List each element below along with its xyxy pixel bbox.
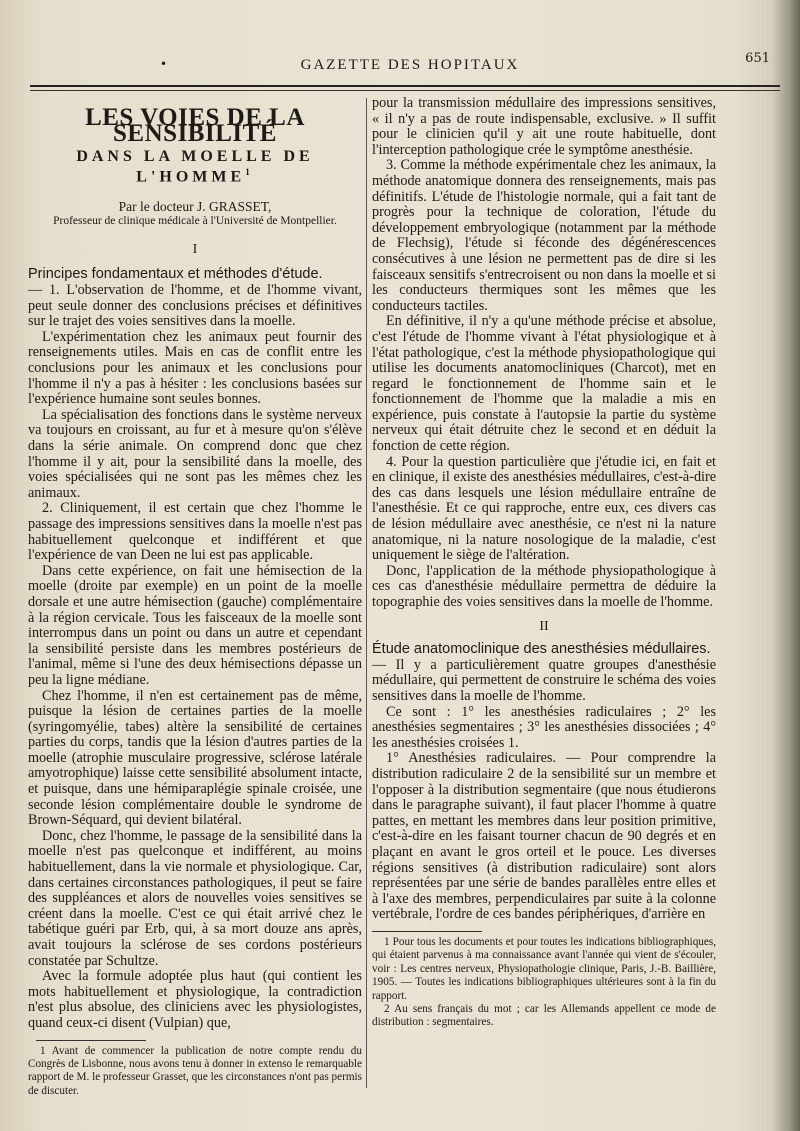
paragraph: Ce sont : 1° les anesthésies radiculaires ; 2° les anesthésies segmentaires ; 3° les anesthésies dissociées ; 4° les anesthésies croisées 1.	[372, 703, 716, 751]
paragraph: pour la transmission médullaire des impressions sensitives, « il n'y a pas de route indispensable, exclusive. » Il suffit pour le clinicien qu'il y ait une route habituelle, dont l'interception pathologique crée le symptôme anesthésie.	[372, 95, 716, 158]
left-column	[28, 96, 362, 1098]
author-affiliation: Professeur de clinique médicale à l'Université de Montpellier.	[53, 215, 337, 228]
paragraph: Donc, l'application de la méthode physiopathologique à ces cas d'anesthésie médullaire permettra de déduire la topographie des voies sensitives dans la moelle de l'homme.	[372, 562, 716, 610]
footnote-block	[372, 936, 716, 1030]
header-rule-thin	[30, 90, 780, 91]
paragraph: Donc, chez l'homme, le passage de la sensibilité dans la moelle n'est pas quelconque et indifférent, au moins habituellement, dans la vie normale et physiologique. Car, dans certaines circonstances pathologiques, il peut se faire des suppléances et alors de nouvelles voies sensitives se créent dans la moelle. C'est ce qui était arrivé chez le tabétique guéri par Erb, qui, à sa mort douze ans après, avait toujours la sclérose de ses cordons postérieurs constatée par Schultze.	[28, 827, 362, 969]
paragraph: L'expérimentation chez les animaux peut fournir des renseignements utiles. Mais en cas de conflit entre les conclusions pour les animaux et les conclusions pour l'homme il n'y a pas à hésiter : les conclusions basées sur l'expérience humaine sont seules bonnes.	[28, 328, 362, 408]
footnote: 1 Avant de commencer la publication de notre compte rendu du Congrès de Lisbonne, nous avons tenu à donner in extenso le remarquable rapport de M. le professeur Grasset, que les circonstances n'ont pas permis de discuter.	[28, 1044, 362, 1097]
subtitle-footnote-marker: 1	[245, 166, 254, 177]
paragraph: — Il y a particulièrement quatre groupes d'anesthésie médullaire, qui permettent de construire le schéma des voies sensitives dans la moelle de l'homme.	[372, 656, 716, 704]
header-bullet: •	[160, 57, 168, 71]
footnote: 1 Pour tous les documents et pour toutes les indications bibliographiques, qui étaient parvenus à ma connaissance avant l'année qui vient de s'écouler, voir : Les centres nerveux, Physiopathologie clinique, Paris, J.-B. Baillière, 1905. — Toutes les indications bibliographiques ultérieures sont à la fin du rapport.	[372, 935, 716, 1002]
footnote-block	[28, 1045, 362, 1099]
paragraph: En définitive, il n'y a qu'une méthode précise et absolue, c'est l'étude de l'homme vivant à l'état physiologique et à l'état pathologique, c'est la méthode physiopathologique qui utilise les documents anatomocliniques (Charcot), met en regard le fonctionnement de l'homme sain et le fonctionnement de l'homme que la maladie a mis en expérience, puis constate à l'autopsie la partie du système nerveux qui était détruite chez le second et en déduit la fonction de cette région.	[372, 313, 716, 455]
paragraph: Avec la formule adoptée plus haut (qui contient les mots habituellement et physiologique, la contradiction n'est plus absolue, des cliniciens avec les physiologistes, quand ceux-ci disent (Vulpian) que,	[28, 968, 362, 1031]
paragraph: 1° Anesthésies radiculaires. — Pour comprendre la distribution radiculaire 2 de la sensibilité sur un membre et l'opposer à la distribution segmentaire (que nous étudierons dans le paragraphe suivant), il faut placer l'homme à quatre pattes, en mettant les membres dans leur position primitive, c'est-à-dire en les faisant tourner chacun de 90 degrés et en plaçant en avant le gros orteil et le pouce. Les diverses régions sensitives (à distribution radiculaire) sont alors représentées par une série de bandes parallèles entre elles et à l'axe des membres, perpendiculaires par suite à la colonne vertébrale, l'ordre de ces bandes périphériques, d'arrière en	[372, 750, 716, 923]
article-subtitle: DANS LA MOELLE DE L'HOMME$^1$	[76, 148, 314, 186]
column-divider	[366, 98, 367, 1088]
paragraph: 2. Cliniquement, il est certain que chez l'homme le passage des impressions sensitives dans la moelle n'est pas habituellement quelconque et indifférent et que l'expérience de van Deen ne lui est pas applicable.	[28, 500, 362, 564]
footnote: 2 Au sens français du mot ; car les Allemands appellent ce mode de distribution : segmentaires.	[372, 1002, 716, 1029]
right-column	[372, 96, 716, 1030]
paragraph: 4. Pour la question particulière que j'étudie ici, en fait et en clinique, il existe des anesthésies médullaires, c'est-à-dire des cas dans lesquels une lésion médullaire entraîne de l'anesthésie. Et ce qui rapproche, entre eux, ces divers cas de lésion médullaire avec anesthésie, ce n'est ni la nature anatomique, ni la nature nosologique de la maladie, c'est uniquement le siège de l'altération.	[372, 453, 716, 564]
section-heading-1: Principes fondamentaux et méthodes d'étude.	[28, 266, 323, 283]
paragraph: Chez l'homme, il n'en est certainement pas de même, puisque la lésion de certaines parties de la moelle (syringomyélie, tabes) altère la sensibilité de certaines parties du corps, tandis que la lésion d'autres parties de la moelle (atrophie musculaire progressive, sclérose latérale amyotrophique) laisse cette sensibilité absolument intacte, et puisque, dans une hémiparaplégie spinale croisée, une seconde lésion complémentaire double le syndrome de Brown-Séquard, qui devient bilatéral.	[28, 687, 362, 829]
section-numeral-1: I	[192, 241, 198, 257]
page-header	[40, 51, 780, 79]
section-numeral-2: II	[539, 618, 549, 634]
paragraph: Dans cette expérience, on fait une hémisection de la moelle (droite par exemple) en un point de la moelle dorsale et une autre hémisection (gauche) complémentaire à la région cervicale. Tous les faisceaux de la moelle sont interrompus dans un point ou dans un autre et cependant la sensibilité persiste dans les membres postérieurs de l'animal, même si l'une des deux hémisections dépasse un peu la ligne médiane.	[28, 562, 362, 688]
page-number: 651	[745, 51, 770, 66]
article-author: Par le docteur J. GRASSET,	[118, 198, 272, 214]
paragraph: — 1. L'observation de l'homme, et de l'homme vivant, peut seule donner des conclusions précises et définitives sur le trajet des voies sensitives dans la moelle.	[28, 282, 362, 330]
header-rule-thick	[30, 85, 780, 87]
footnote-rule	[372, 931, 482, 932]
article-title: LES VOIES DE LA SENSIBILITÉ	[85, 104, 305, 147]
page-edge-shadow	[772, 0, 800, 1131]
journal-title: GAZETTE DES HOPITAUX	[300, 57, 520, 73]
footnote-rule	[36, 1040, 146, 1041]
paragraph: 3. Comme la méthode expérimentale chez les animaux, la méthode anatomique donnera des renseignements, mais pas définitifs. L'étude de l'histologie normale, qui a fait tant de progrès pour la technique de coloration, l'étude du développement embryologique (notamment par la méthode de Flechsig), l'étude si féconde des dégénérescences consécutives à une lésion ne permettent pas de dire si les faisceaux sensitifs s'entrecroisent ou non dans la moelle et si les conducteurs thermiques sont les mêmes que les conducteurs tactiles.	[372, 157, 716, 314]
paragraph: La spécialisation des fonctions dans le système nerveux va toujours en croissant, au fur et à mesure qu'on s'élève dans la série animale. On comprend donc que chez l'homme il y ait, pour la sensibilité dans la moelle, des voies spécialisées qui ne sont pas les mêmes chez les animaux.	[28, 406, 362, 501]
section-heading-2: Étude anatomoclinique des anesthésies médullaires.	[372, 641, 711, 658]
